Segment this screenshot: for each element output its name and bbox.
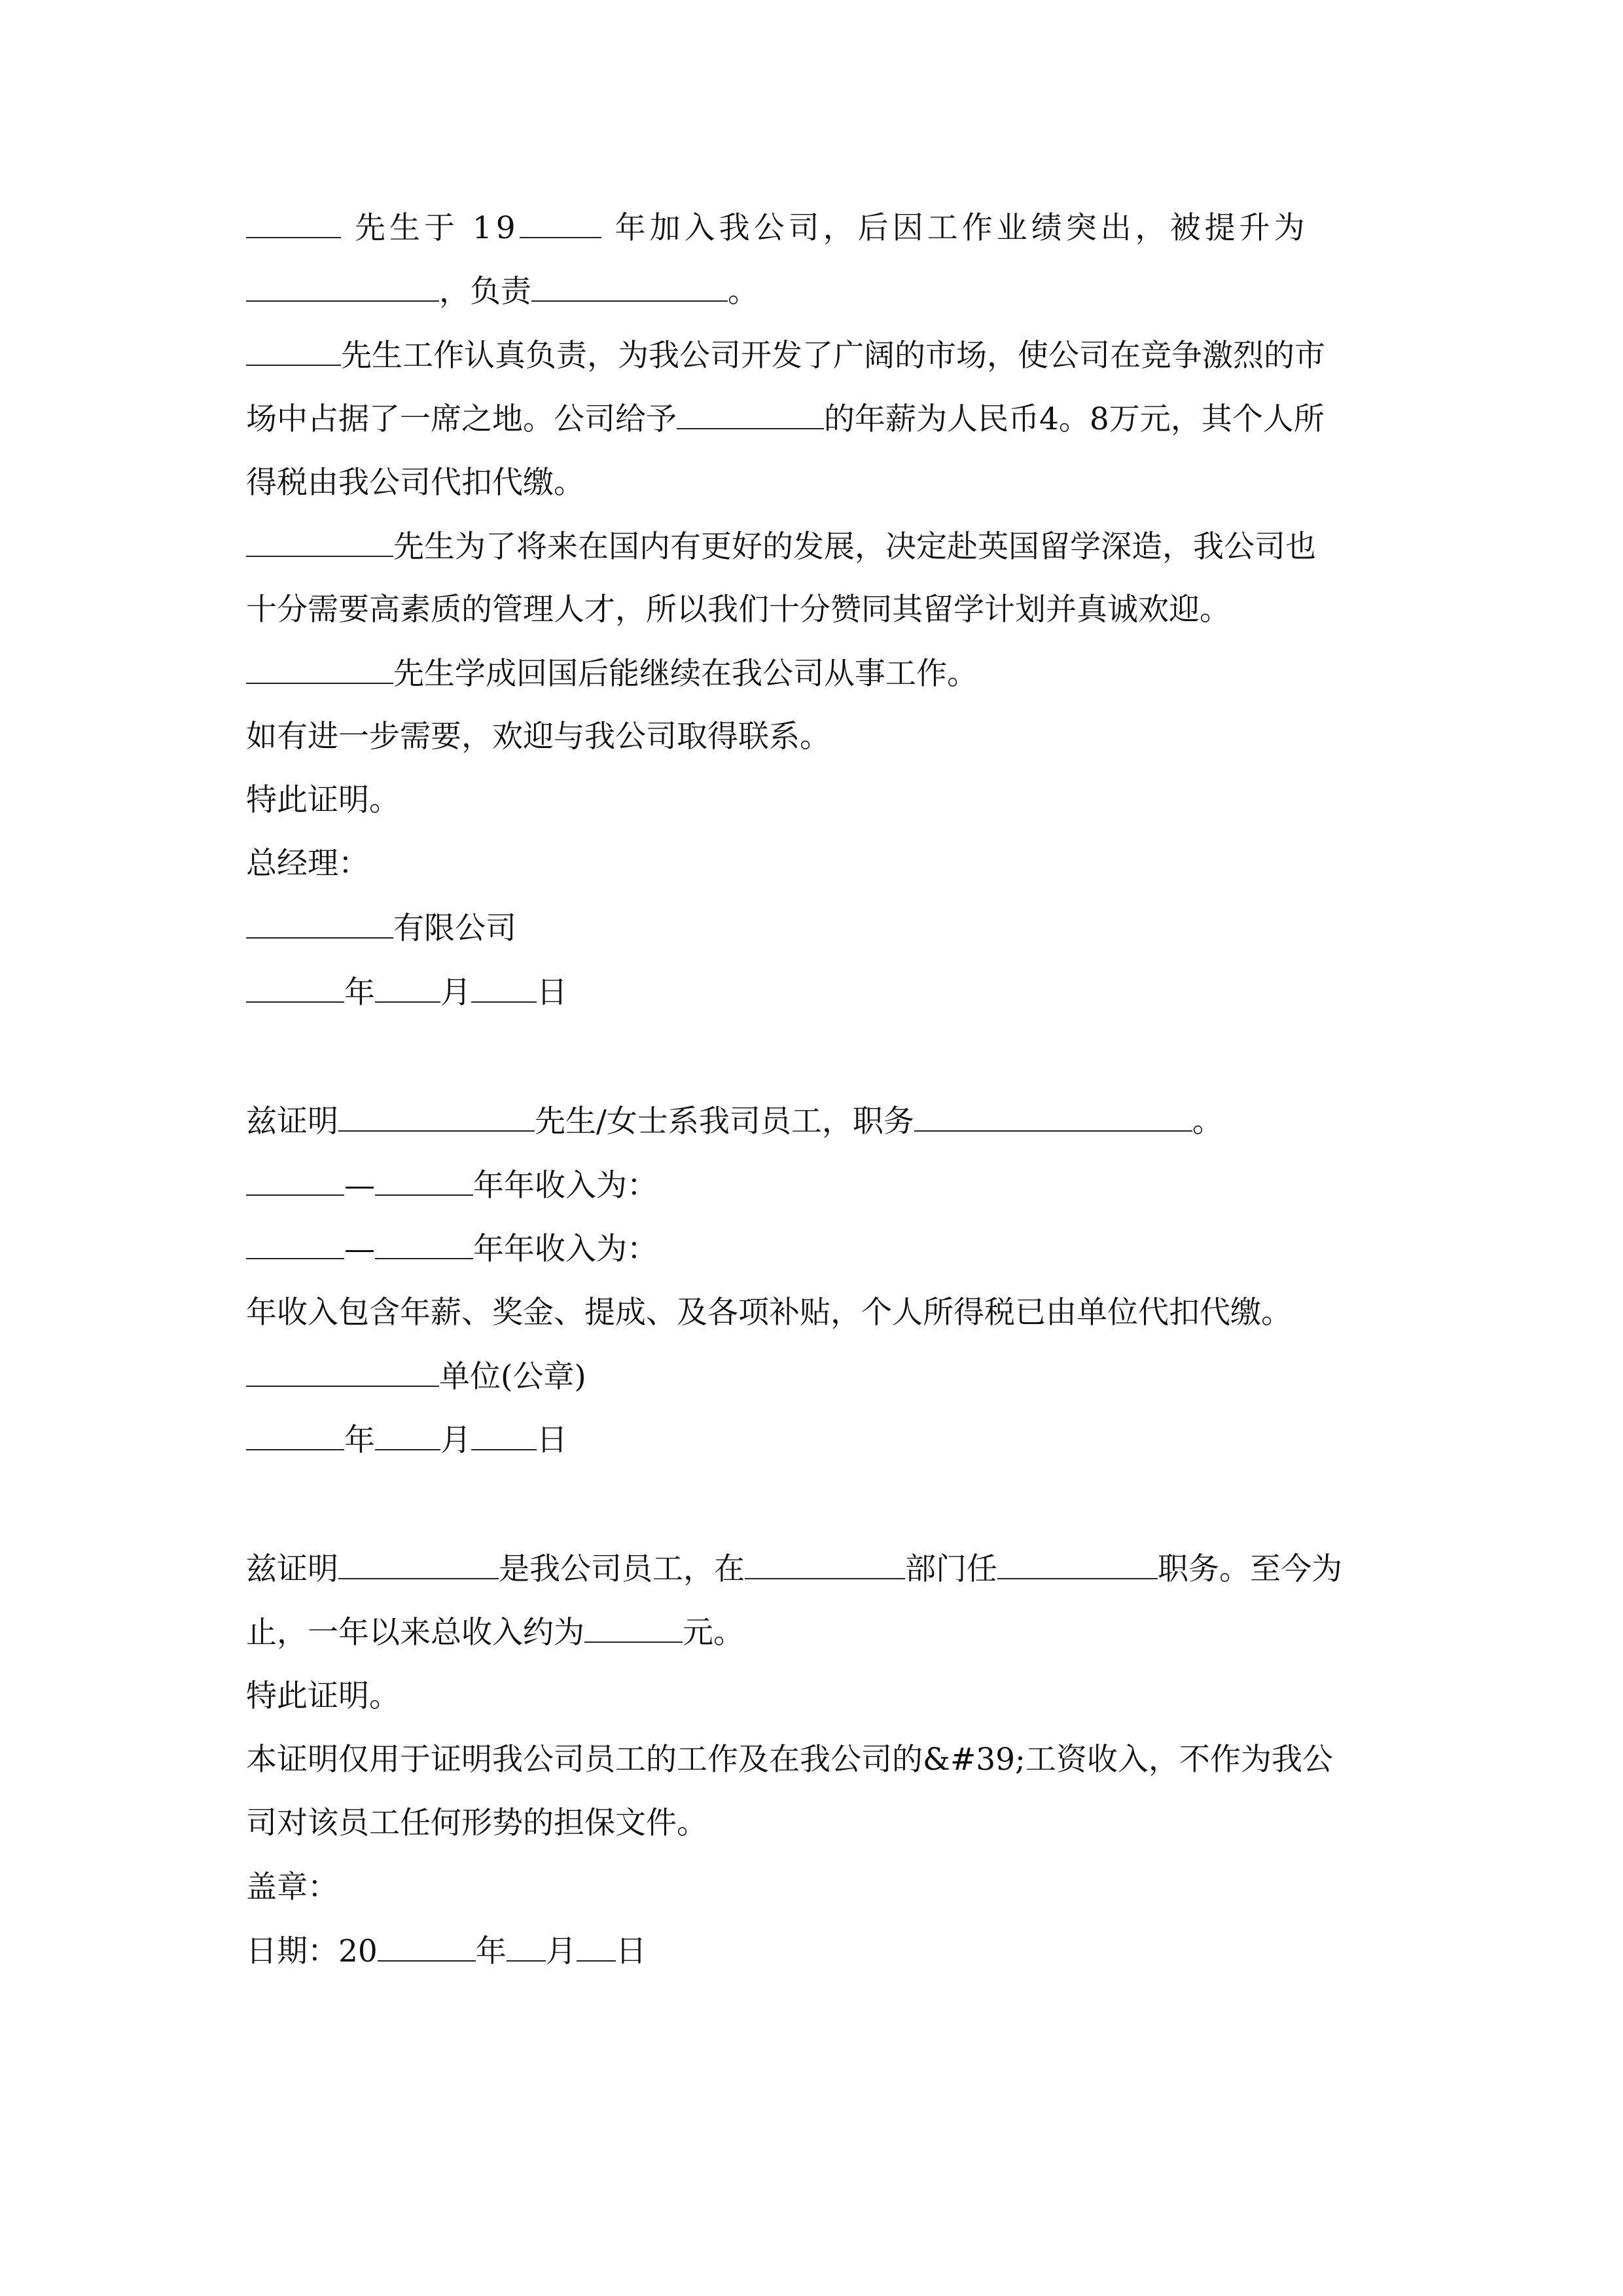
blank-position <box>246 272 439 302</box>
s1-line-7: 十分需要高素质的管理人才，所以我们十分赞同其留学计划并真诚欢迎。 <box>246 592 1230 628</box>
blank-name <box>246 208 341 238</box>
blank-month <box>507 1931 546 1962</box>
s1-line-9: 如有进一步需要，欢迎与我公司取得联系。 <box>246 719 830 755</box>
blank-name <box>246 527 393 557</box>
blank-name <box>338 1549 499 1579</box>
s1-line-12: 有限公司 <box>246 908 516 948</box>
s1-line-11: 总经理： <box>246 846 369 882</box>
s3-line-5: 司对该员工任何形势的担保文件。 <box>246 1805 707 1841</box>
blank-position <box>997 1549 1158 1579</box>
s2-line-5: 单位(公章) <box>246 1357 586 1397</box>
blank-year <box>520 208 601 238</box>
s2-income-line-1: — 年年收入为： <box>246 1166 658 1206</box>
blank-name <box>246 336 341 366</box>
blank-name <box>677 399 824 429</box>
blank-responsibility <box>531 272 728 302</box>
blank-year-start <box>246 1229 344 1259</box>
s1-line-4: 场中占据了一席之地。公司给予 的年薪为人民币4。8万元，其个人所 <box>246 399 1325 439</box>
s1-line-5: 得税由我公司代扣代缴。 <box>246 465 584 501</box>
s1-line-2: ，负责 。 <box>246 272 758 312</box>
s3-line-6: 盖章： <box>246 1869 338 1905</box>
blank-year <box>378 1931 476 1962</box>
blank-year <box>246 973 344 1003</box>
s1-line-8: 先生学成回国后能继续在我公司从事工作。 <box>246 654 978 694</box>
blank-amount <box>584 1613 683 1643</box>
blank-month <box>375 973 440 1003</box>
s1-line-1: 先生于 19 年加入我公司，后因工作业绩突出，被提升为 <box>246 208 1309 248</box>
blank-month <box>375 1420 440 1450</box>
blank-company <box>246 908 393 939</box>
blank-department <box>745 1549 905 1579</box>
s2-line-4: 年收入包含年薪、奖金、提成、及各项补贴，个人所得税已由单位代扣代缴。 <box>246 1295 1292 1331</box>
blank-day <box>577 1931 616 1962</box>
blank-name <box>246 654 393 684</box>
s3-line-4: 本证明仅用于证明我公司员工的工作及在我公司的&#39;工资收入，不作为我公 <box>246 1742 1333 1778</box>
s1-date-line: 年 月 日 <box>246 973 567 1013</box>
blank-name <box>338 1102 535 1132</box>
s1-line-3: 先生工作认真负责，为我公司开发了广阔的市场，使公司在竞争激烈的市 <box>246 336 1325 376</box>
s3-line-1: 兹证明 是我公司员工，在 部门任 职务。至今为 <box>246 1549 1342 1589</box>
s3-date-line: 日期：20 年 月 日 <box>246 1931 647 1971</box>
blank-unit <box>246 1357 439 1387</box>
blank-year-end <box>375 1229 473 1259</box>
s3-line-3: 特此证明。 <box>246 1678 400 1714</box>
s1-line-10: 特此证明。 <box>246 782 400 818</box>
s3-line-2: 止，一年以来总收入约为 元。 <box>246 1613 744 1653</box>
s1-line-6: 先生为了将来在国内有更好的发展，决定赴英国留学深造，我公司也 <box>246 527 1316 567</box>
s2-income-line-2: — 年年收入为： <box>246 1229 658 1269</box>
blank-day <box>471 1420 537 1450</box>
s2-date-line: 年 月 日 <box>246 1420 567 1460</box>
blank-day <box>471 973 537 1003</box>
s2-line-1: 兹证明 先生/女士系我司员工，职务 。 <box>246 1102 1223 1141</box>
blank-year-start <box>246 1166 344 1196</box>
blank-year-end <box>375 1166 473 1196</box>
blank-year <box>246 1420 344 1450</box>
blank-position <box>914 1102 1192 1132</box>
